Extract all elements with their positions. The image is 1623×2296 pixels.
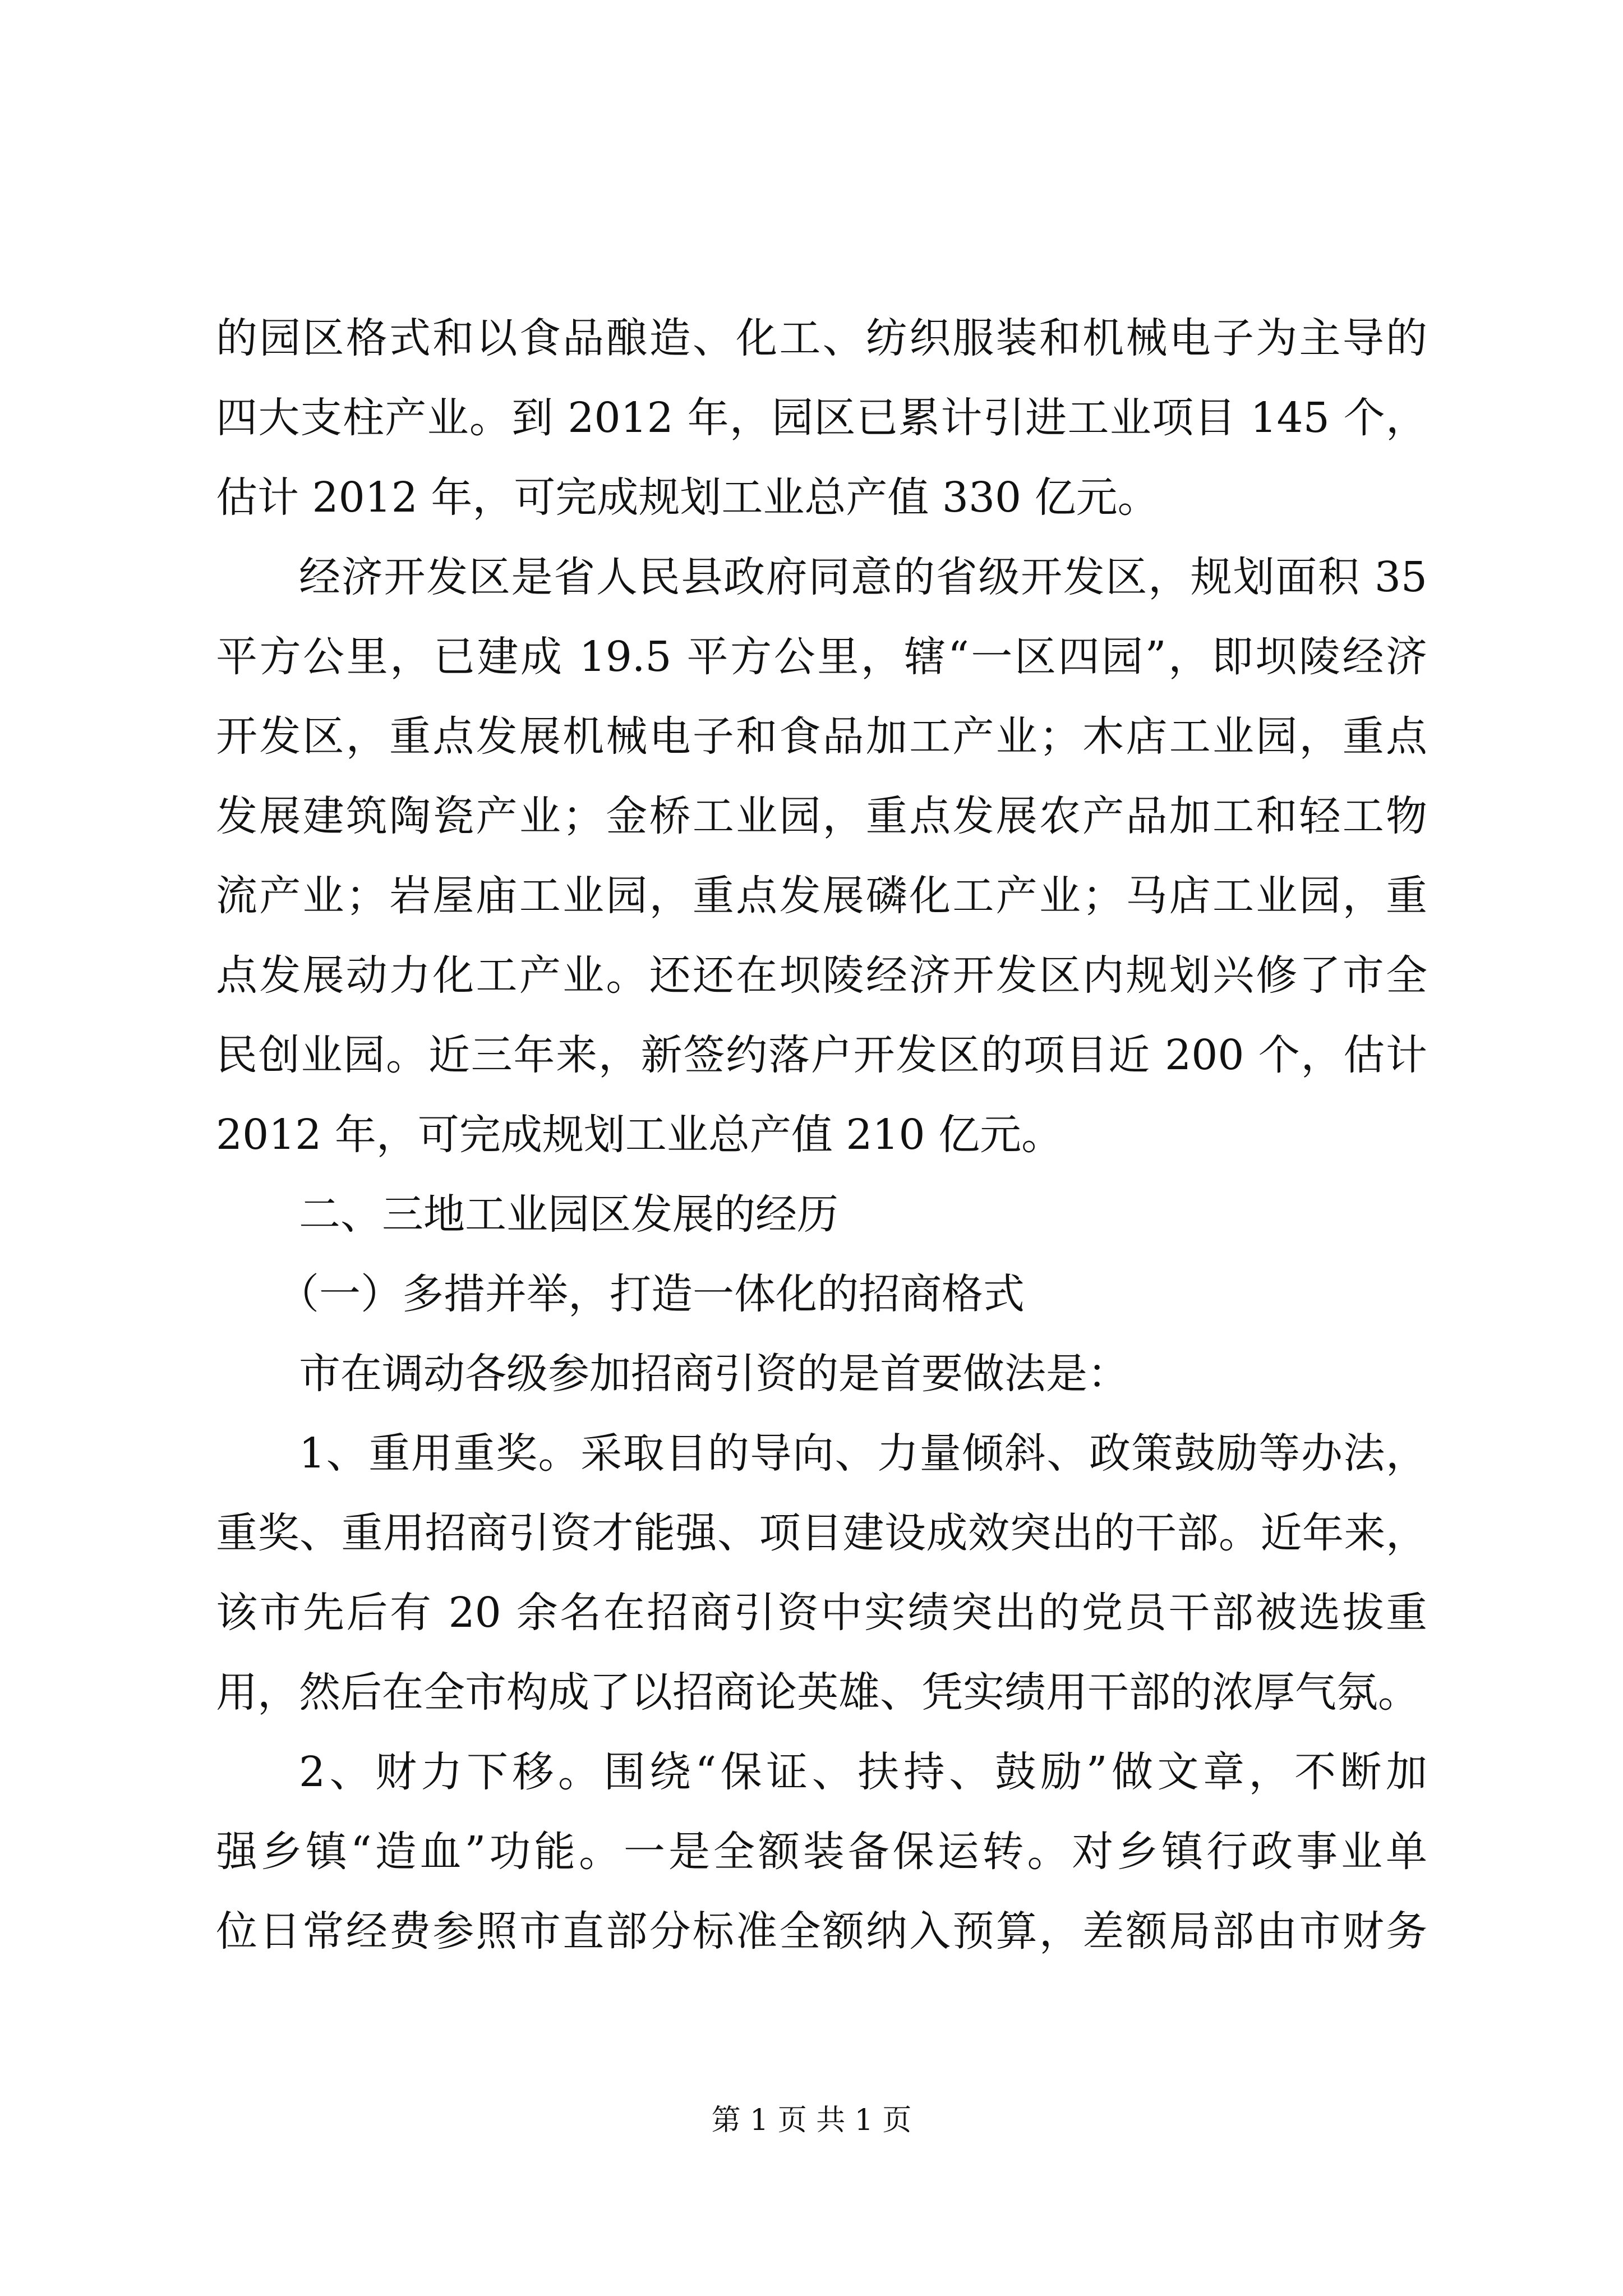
text-line: 重奖、重用招商引资才能强、项目建设成效突出的干部。近年来， <box>216 1509 1427 1557</box>
text-line: 流产业；岩屋庙工业园，重点发展磷化工产业；马店工业园，重 <box>216 872 1427 920</box>
text-line: 开发区，重点发展机械电子和食品加工产业；木店工业园，重点 <box>216 712 1427 761</box>
text-line: 位日常经费参照市直部分标准全额纳入预算，差额局部由市财务 <box>216 1907 1427 1955</box>
document-body <box>216 298 1427 1971</box>
text-line: 的园区格式和以食品酿造、化工、纺织服装和机械电子为主导的 <box>216 314 1427 362</box>
text-line: 2、财力下移。围绕“保证、扶持、鼓励”做文章，不断加 <box>299 1748 1427 1796</box>
page-number-footer: 第 1 页 共 1 页 <box>711 2104 912 2137</box>
text-line: 用，然后在全市构成了以招商论英雄、凭实绩用干部的浓厚气氛。 <box>216 1668 1419 1717</box>
text-line: 四大支柱产业。到 2012 年，园区已累计引进工业项目 145 个， <box>216 394 1427 442</box>
text-line: 发展建筑陶瓷产业；金桥工业园，重点发展农产品加工和轻工物 <box>216 792 1427 840</box>
text-line: 经济开发区是省人民县政府同意的省级开发区，规划面积 35 <box>299 553 1427 601</box>
text-line: 估计 2012 年，可完成规划工业总产值 330 亿元。 <box>216 473 1159 522</box>
text-line: 1、重用重奖。采取目的导向、力量倾斜、政策鼓励等办法， <box>299 1429 1427 1478</box>
text-line: 强乡镇“造血”功能。一是全额装备保运转。对乡镇行政事业单 <box>216 1828 1427 1876</box>
text-line: 该市先后有 20 余名在招商引资中实绩突出的党员干部被选拔重 <box>216 1589 1427 1637</box>
text-line: 市在调动各级参加招商引资的是首要做法是： <box>299 1350 1129 1398</box>
text-line: 平方公里，已建成 19.5 平方公里，辖“一区四园”，即坝陵经济 <box>216 633 1427 681</box>
section-heading: 二、三地工业园区发展的经历 <box>299 1190 838 1239</box>
subsection-heading: （一）多措并举，打造一体化的招商格式 <box>278 1270 1025 1318</box>
text-line: 民创业园。近三年来，新签约落户开发区的项目近 200 个，估计 <box>216 1031 1427 1079</box>
text-line: 2012 年，可完成规划工业总产值 210 亿元。 <box>216 1111 1063 1159</box>
text-line: 点发展动力化工产业。还还在坝陵经济开发区内规划兴修了市全 <box>216 951 1427 1000</box>
